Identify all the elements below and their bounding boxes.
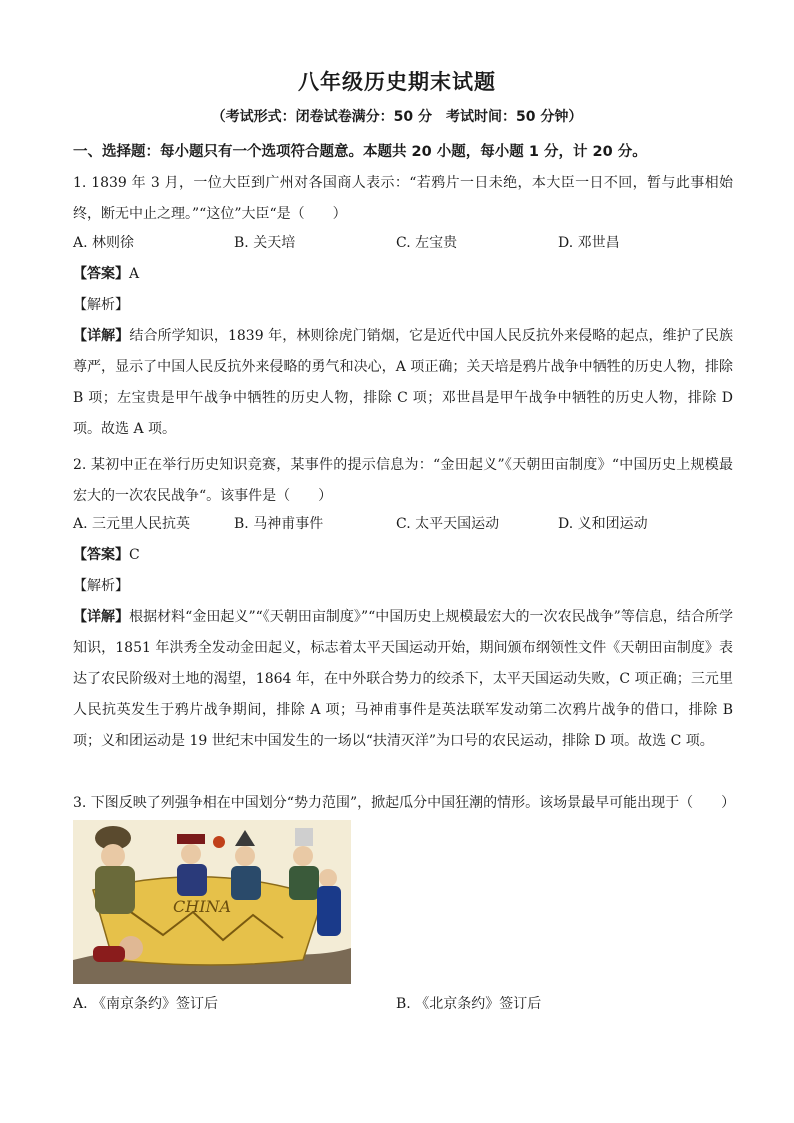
political-cartoon-image	[73, 820, 351, 984]
question-1-answer	[73, 264, 139, 284]
question-2-stem: 2. 某初中正在举行历史知识竞赛，某事件的提示信息为：“金田起义”《天朝田亩制度》“中国历史上规模最宏大的一次农民战争“。该事件是（ ）	[73, 457, 733, 504]
question-1-option-d: D. 邓世昌	[558, 235, 620, 251]
question-1-option-a: A. 林则徐	[73, 235, 135, 251]
question-2-option-a: A. 三元里人民抗英	[73, 516, 191, 532]
question-2-option-b: B. 马神甫事件	[234, 516, 324, 532]
cartoon-map-label: CHINA	[173, 897, 232, 916]
question-2-option-d: D. 义和团运动	[558, 516, 648, 532]
answer-label: 【答案】	[73, 266, 129, 282]
question-1-option-c: C. 左宝贵	[396, 235, 458, 251]
question-2-analysis-label: 【解析】	[73, 578, 129, 594]
answer-value: C	[129, 547, 140, 563]
question-2-detail	[73, 602, 733, 757]
detail-text: 根据材料“金田起义”“《天朝田亩制度》”“中国历史上规模最宏大的一次农民战争”等信息，结合所学知识，1851 年洪秀全发动金田起义，标志着太平天国运动开始，期间颁布纲领性文件《天朝田亩制度》表达了农民阶级对土地的渴望，1864 年，在中外联合势力的绞杀下，太平天国运动失败，C 项正确；三元里人民抗英发生于鸦片战争期间，排除 A 项；马神甫事件是英法联军发动第二次鸦片战争的借口，排除 B 项；义和团运动是 19 世纪末中国发生的一场以“扶清灭洋”为口号的农民运动，排除 D 项。故选 C 项。	[73, 609, 733, 749]
question-3-stem: 3. 下图反映了列强争相在中国划分“势力范围”，掀起瓜分中国狂潮的情形。该场景最早可能出现于（ ）	[73, 795, 736, 811]
question-1-option-b: B. 关天培	[234, 235, 296, 251]
question-3-option-b: B. 《北京条约》签订后	[396, 996, 542, 1012]
section-heading: 一、选择题：每小题只有一个选项符合题意。本题共 20 小题，每小题 1 分，计 20 分。	[73, 144, 647, 160]
question-2-option-c: C. 太平天国运动	[396, 516, 500, 532]
question-3-option-a: A. 《南京条约》签订后	[73, 996, 219, 1012]
exam-info: （考试形式：闭卷试卷满分：50 分 考试时间：50 分钟）	[211, 109, 583, 125]
question-2-answer	[73, 545, 140, 565]
detail-label: 【详解】	[73, 328, 130, 344]
question-1-stem: 1. 1839 年 3 月，一位大臣到广州对各国商人表示：“若鸦片一日未绝，本大臣一日不回，暂与此事相始终，断无中止之理。”“这位”大臣“是（ ）	[73, 175, 733, 222]
question-1-analysis-label: 【解析】	[73, 297, 129, 313]
page-title: 八年级历史期末试题	[298, 70, 496, 94]
answer-value: A	[129, 266, 140, 282]
detail-text: 结合所学知识，1839 年，林则徐虎门销烟，它是近代中国人民反抗外来侵略的起点，维护了民族尊严，显示了中国人民反抗外来侵略的勇气和决心，A 项正确；关天培是鸦片战争中牺牲的历史人物，排除 B 项；左宝贵是甲午战争中牺牲的历史人物，排除 C 项；邓世昌是甲午战争中牺牲的历史人物，排除 D 项。故选 A 项。	[73, 328, 734, 437]
cartoon-illustration	[73, 820, 351, 984]
answer-label: 【答案】	[73, 547, 129, 563]
detail-label: 【详解】	[73, 609, 130, 625]
question-1-detail	[73, 321, 733, 445]
